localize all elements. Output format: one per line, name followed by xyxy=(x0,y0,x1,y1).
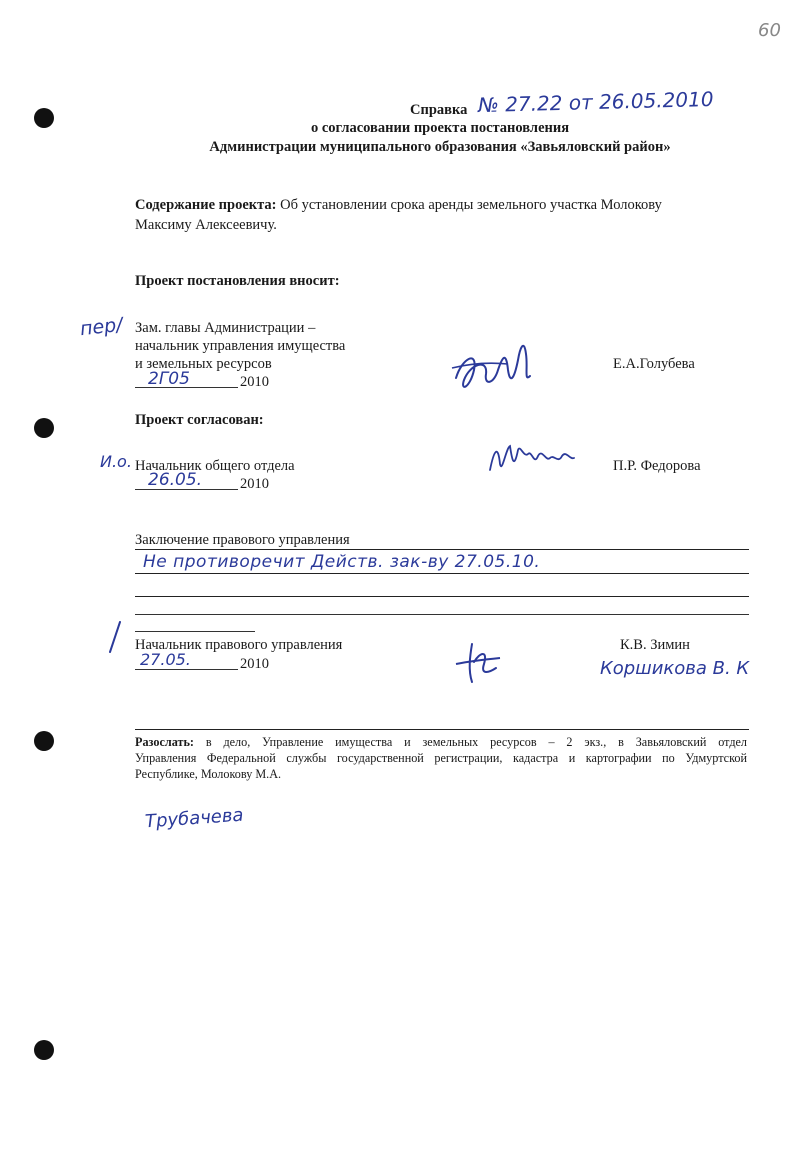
submitter-date-handwritten: 2Г05 xyxy=(148,369,190,389)
legal-name: К.В. Зимин xyxy=(620,637,690,653)
document-subtitle: о согласовании проекта постановления xyxy=(310,120,570,136)
punch-hole xyxy=(34,731,54,751)
submitter-name: Е.А.Голубева xyxy=(613,356,695,372)
date-underline xyxy=(135,489,238,490)
approved-date-handwritten: 26.05. xyxy=(148,470,203,490)
legal-date-handwritten: 27.05. xyxy=(140,650,191,669)
distribution-line2: Управления Федеральной службы государственной регистрации, кадастра и картографии по Удмуртской xyxy=(135,751,747,765)
project-content-line2: Максиму Алексеевичу. xyxy=(135,217,277,233)
signature-rule xyxy=(135,631,255,632)
submitter-year: 2010 xyxy=(240,374,269,390)
submitter-position-3: и земельных ресурсов xyxy=(135,356,272,372)
approved-position: Начальник общего отдела xyxy=(135,458,295,474)
handwritten-reference-number: № 27.22 от 26.05.2010 xyxy=(477,86,714,118)
legal-heading: Заключение правового управления xyxy=(135,532,350,548)
distribution-line3: Республике, Молокову М.А. xyxy=(135,767,282,781)
approved-name: П.Р. Федорова xyxy=(613,458,701,474)
approved-margin-note: И.о. xyxy=(100,452,132,471)
submitter-position-1: Зам. главы Администрации – xyxy=(135,320,316,336)
submitter-heading: Проект постановления вносит: xyxy=(135,273,340,289)
signature-golubeva xyxy=(448,330,540,400)
conclusion-rule xyxy=(135,614,749,615)
distribution-line1 xyxy=(135,734,747,750)
distribution-text: в дело, Управление имущества и земельных ресурсов – 2 экз., в Завьяловский отдел xyxy=(205,735,748,749)
conclusion-rule xyxy=(135,573,749,574)
legal-handwritten-name: Коршикова В. К xyxy=(600,658,750,679)
margin-tick xyxy=(104,620,124,656)
project-content-text: Об установлении срока аренды земельного участка Молокову xyxy=(280,197,662,213)
conclusion-rule xyxy=(135,596,749,597)
legal-conclusion-handwritten: Не противоречит Действ. зак-ву 27.05.10. xyxy=(143,552,541,572)
legal-position: Начальник правового управления xyxy=(135,637,343,653)
approved-heading: Проект согласован: xyxy=(135,412,264,428)
conclusion-rule xyxy=(135,549,749,550)
submitter-position-2: начальник управления имущества xyxy=(135,338,346,354)
date-underline xyxy=(135,669,238,670)
approved-year: 2010 xyxy=(240,476,269,492)
distribution-rule xyxy=(135,729,749,730)
margin-note: пер/ xyxy=(78,313,124,341)
document-subtitle-org: Администрации муниципального образования «Завьяловский район» xyxy=(209,139,671,155)
punch-hole xyxy=(34,418,54,438)
signature-zimin xyxy=(450,638,506,688)
project-content-line1 xyxy=(135,197,662,214)
bottom-handwritten-signature: Трубачева xyxy=(144,804,245,833)
document-title: Справка xyxy=(410,102,468,118)
distribution-label: Разослать: xyxy=(135,735,194,749)
signature-fedorova xyxy=(486,440,578,476)
legal-year: 2010 xyxy=(240,656,269,672)
date-underline xyxy=(135,387,238,388)
page-number: 60 xyxy=(758,20,781,41)
punch-hole xyxy=(34,1040,54,1060)
project-content-label: Содержание проекта: xyxy=(135,197,277,213)
distribution-block xyxy=(135,734,747,782)
